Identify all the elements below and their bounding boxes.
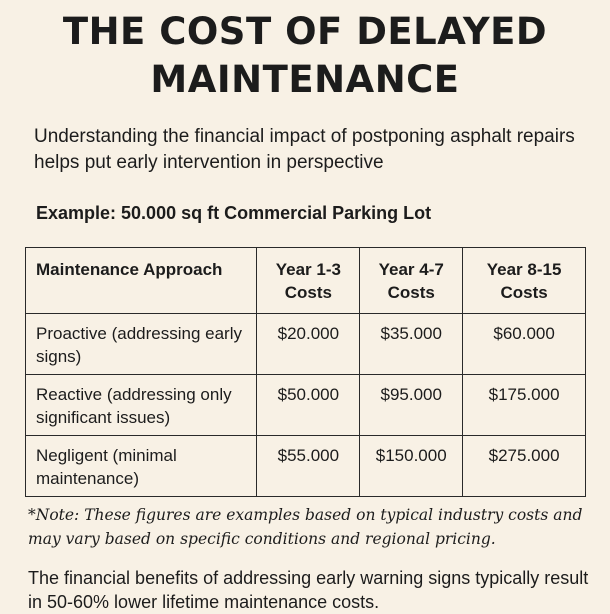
conclusion-text: The financial benefits of addressing early warning signs typically result in 50-60% lower lifetime maintenance costs. [28,568,589,612]
row-cost-year-8-15: $275.000 [463,436,586,497]
table-header-row [26,248,586,314]
row-approach: Proactive (addressing early signs) [26,314,257,375]
row-cost-year-1-3: $20.000 [257,314,360,375]
row-cost-year-4-7: $95.000 [360,375,463,436]
header-maintenance-approach: Maintenance Approach [26,248,257,314]
header-year-1-3: Year 1-3 Costs [257,248,360,314]
row-approach: Reactive (addressing only significant issues) [26,375,257,436]
header-year-8-15: Year 8-15 Costs [463,248,586,314]
table-row [26,375,586,436]
row-cost-year-1-3: $50.000 [257,375,360,436]
row-cost-year-4-7: $150.000 [360,436,463,497]
row-cost-year-4-7: $35.000 [360,314,463,375]
example-heading: Example: 50.000 sq ft Commercial Parking Lot [36,203,432,223]
row-cost-year-8-15: $60.000 [463,314,586,375]
table-row [26,314,586,375]
row-cost-year-1-3: $55.000 [257,436,360,497]
page-title: THE COST OF DELAYED MAINTENANCE [62,10,548,101]
table-row [26,436,586,497]
subtitle: Understanding the financial impact of postponing asphalt repairs helps put early intervention in perspective [34,126,575,173]
cost-table [25,247,586,497]
header-year-4-7: Year 4-7 Costs [360,248,463,314]
footnote: *Note: These figures are examples based on typical industry costs and may vary based on specific conditions and regional pricing. [28,506,583,548]
row-approach: Negligent (minimal maintenance) [26,436,257,497]
row-cost-year-8-15: $175.000 [463,375,586,436]
